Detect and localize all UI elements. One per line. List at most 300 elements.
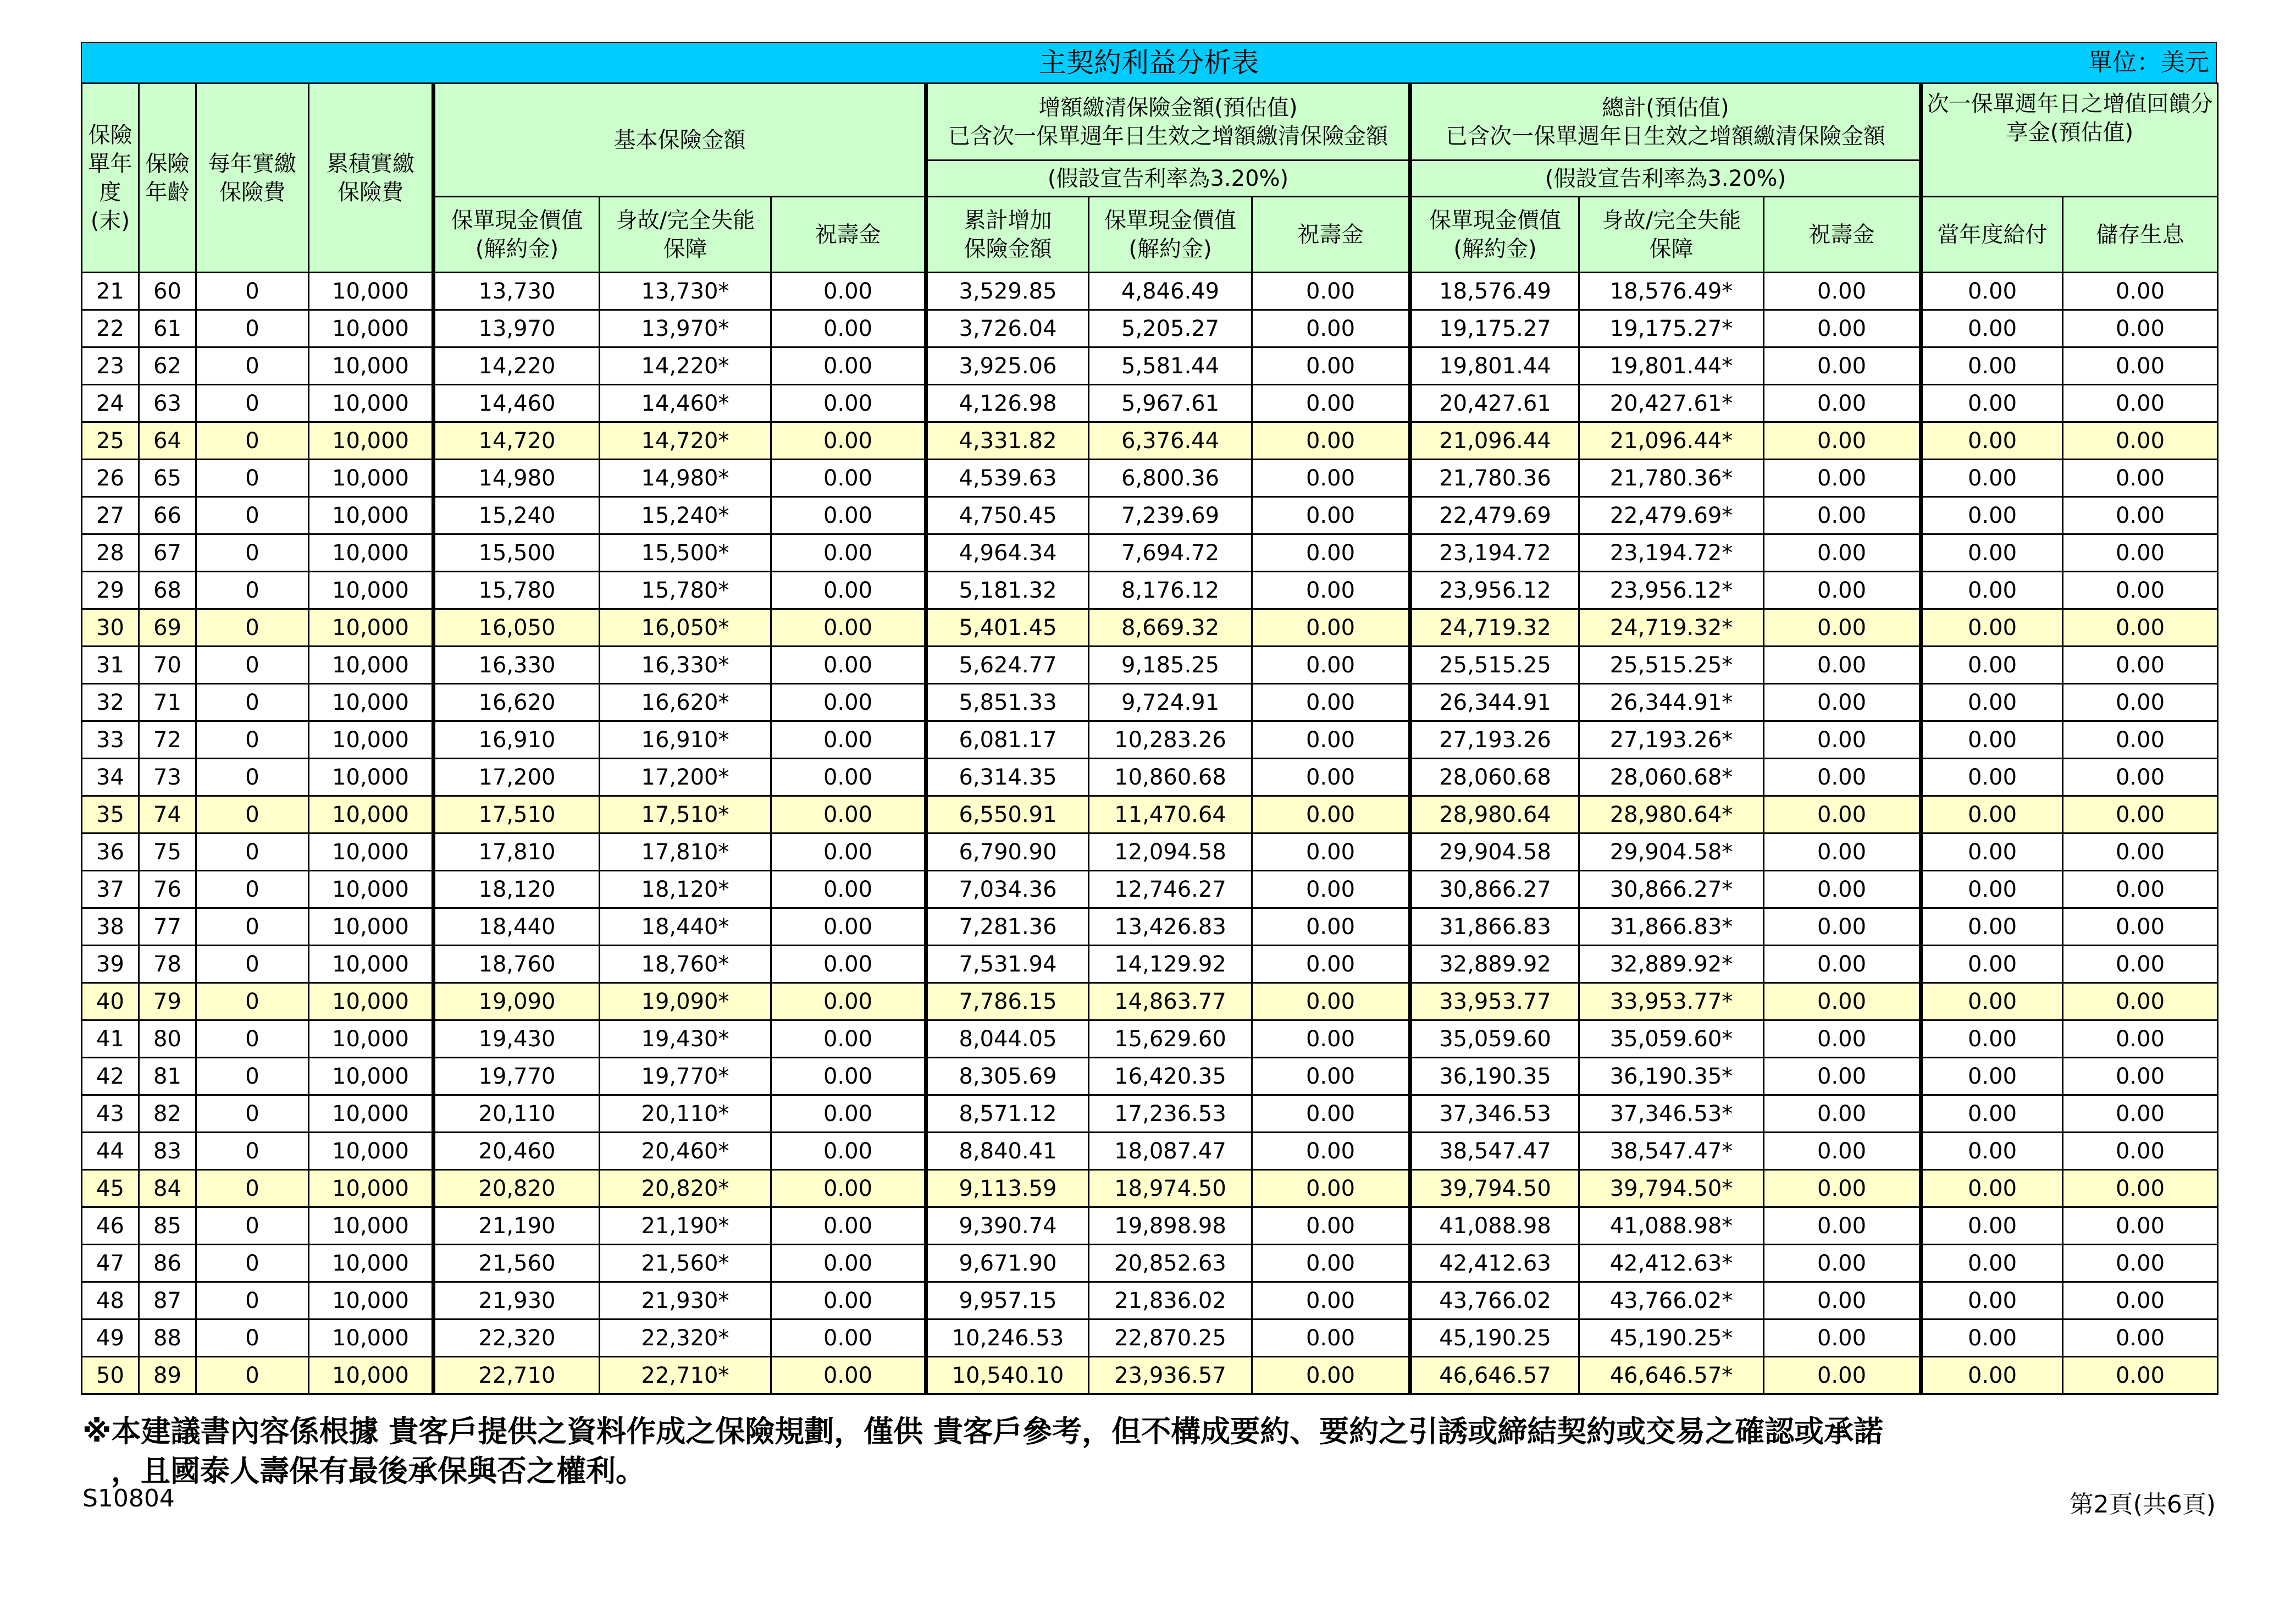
table-cell: 0.00 bbox=[1252, 422, 1410, 460]
table-cell: 0 bbox=[196, 871, 309, 908]
table-cell: 26 bbox=[82, 460, 139, 497]
table-cell: 0.00 bbox=[771, 833, 926, 871]
table-cell: 0.00 bbox=[2063, 908, 2218, 946]
table-cell: 5,851.33 bbox=[926, 684, 1089, 721]
table-cell: 61 bbox=[139, 310, 196, 347]
table-cell: 49 bbox=[82, 1320, 139, 1357]
table-cell: 10,000 bbox=[309, 572, 434, 609]
table-cell: 20,820 bbox=[434, 1170, 600, 1207]
table-cell: 6,081.17 bbox=[926, 721, 1089, 759]
table-cell: 46,646.57 bbox=[1410, 1357, 1579, 1394]
table-cell: 80 bbox=[139, 1020, 196, 1058]
table-cell: 10,000 bbox=[309, 684, 434, 721]
table-row bbox=[82, 534, 2218, 572]
table-cell: 48 bbox=[82, 1282, 139, 1320]
table-cell: 22,479.69* bbox=[1579, 497, 1764, 534]
table-cell: 16,330 bbox=[434, 647, 600, 684]
table-cell: 14,720 bbox=[434, 422, 600, 460]
table-cell: 27,193.26 bbox=[1410, 721, 1579, 759]
table-cell: 7,034.36 bbox=[926, 871, 1089, 908]
table-cell: 79 bbox=[139, 983, 196, 1020]
table-cell: 81 bbox=[139, 1058, 196, 1095]
table-cell: 28,060.68* bbox=[1579, 759, 1764, 796]
table-cell: 0.00 bbox=[2063, 1170, 2218, 1207]
table-cell: 38 bbox=[82, 908, 139, 946]
table-cell: 67 bbox=[139, 534, 196, 572]
table-cell: 41,088.98* bbox=[1579, 1207, 1764, 1245]
table-cell: 45,190.25 bbox=[1410, 1320, 1579, 1357]
table-row bbox=[82, 983, 2218, 1020]
table-cell: 19,770 bbox=[434, 1058, 600, 1095]
table-cell: 0.00 bbox=[1764, 273, 1921, 310]
table-cell: 0.00 bbox=[2063, 310, 2218, 347]
table-cell: 5,181.32 bbox=[926, 572, 1089, 609]
table-cell: 20,852.63 bbox=[1089, 1245, 1252, 1282]
table-cell: 72 bbox=[139, 721, 196, 759]
table-cell: 16,050 bbox=[434, 609, 600, 647]
table-cell: 0.00 bbox=[1764, 721, 1921, 759]
table-cell: 24,719.32 bbox=[1410, 609, 1579, 647]
table-cell: 88 bbox=[139, 1320, 196, 1357]
table-cell: 0.00 bbox=[771, 946, 926, 983]
table-row bbox=[82, 1282, 2218, 1320]
table-cell: 37,346.53* bbox=[1579, 1095, 1764, 1133]
table-cell: 0 bbox=[196, 1058, 309, 1095]
table-cell: 0.00 bbox=[1764, 759, 1921, 796]
table-cell: 22,710* bbox=[600, 1357, 771, 1394]
table-row bbox=[82, 796, 2218, 833]
col-basic-cash-value: 保單現金價值(解約金) bbox=[434, 197, 600, 273]
table-cell: 0.00 bbox=[1921, 721, 2063, 759]
table-cell: 32 bbox=[82, 684, 139, 721]
table-cell: 42,412.63 bbox=[1410, 1245, 1579, 1282]
table-row bbox=[82, 1245, 2218, 1282]
table-cell: 0.00 bbox=[771, 1020, 926, 1058]
table-cell: 75 bbox=[139, 833, 196, 871]
table-cell: 35,059.60* bbox=[1579, 1020, 1764, 1058]
table-cell: 0.00 bbox=[2063, 1320, 2218, 1357]
group-paidup-title: 增額繳清保險金額(預估值) bbox=[1038, 95, 1298, 120]
table-cell: 0.00 bbox=[2063, 1133, 2218, 1170]
table-cell: 0.00 bbox=[1764, 347, 1921, 385]
table-cell: 16,910* bbox=[600, 721, 771, 759]
table-cell: 0.00 bbox=[1252, 946, 1410, 983]
table-cell: 0.00 bbox=[1764, 310, 1921, 347]
table-cell: 0.00 bbox=[1252, 1133, 1410, 1170]
table-row bbox=[82, 1133, 2218, 1170]
table-row bbox=[82, 273, 2218, 310]
table-cell: 14,720* bbox=[600, 422, 771, 460]
table-cell: 4,331.82 bbox=[926, 422, 1089, 460]
table-cell: 78 bbox=[139, 946, 196, 983]
table-cell: 77 bbox=[139, 908, 196, 946]
table-cell: 0.00 bbox=[1764, 871, 1921, 908]
page-number: 第2頁(共6頁) bbox=[2069, 1490, 2216, 1519]
table-cell: 0.00 bbox=[1921, 385, 2063, 422]
table-cell: 18,974.50 bbox=[1089, 1170, 1252, 1207]
table-cell: 0.00 bbox=[1921, 1020, 2063, 1058]
table-cell: 0.00 bbox=[1764, 833, 1921, 871]
table-cell: 0.00 bbox=[1764, 1170, 1921, 1207]
table-cell: 0.00 bbox=[1764, 534, 1921, 572]
table-row bbox=[82, 1357, 2218, 1394]
table-cell: 0.00 bbox=[1252, 647, 1410, 684]
table-cell: 0.00 bbox=[1764, 908, 1921, 946]
table-cell: 0 bbox=[196, 347, 309, 385]
col-dividend-stored: 儲存生息 bbox=[2063, 197, 2218, 273]
table-cell: 21,560 bbox=[434, 1245, 600, 1282]
table-cell: 14,129.92 bbox=[1089, 946, 1252, 983]
table-cell: 0 bbox=[196, 497, 309, 534]
table-cell: 62 bbox=[139, 347, 196, 385]
table-cell: 0.00 bbox=[2063, 946, 2218, 983]
table-row bbox=[82, 310, 2218, 347]
table-cell: 18,120 bbox=[434, 871, 600, 908]
table-cell: 14,460* bbox=[600, 385, 771, 422]
table-cell: 4,964.34 bbox=[926, 534, 1089, 572]
table-cell: 0.00 bbox=[1764, 796, 1921, 833]
table-cell: 15,629.60 bbox=[1089, 1020, 1252, 1058]
table-row bbox=[82, 1207, 2218, 1245]
table-cell: 37,346.53 bbox=[1410, 1095, 1579, 1133]
table-cell: 27,193.26* bbox=[1579, 721, 1764, 759]
table-cell: 0.00 bbox=[1764, 946, 1921, 983]
table-cell: 0.00 bbox=[771, 422, 926, 460]
table-cell: 16,910 bbox=[434, 721, 600, 759]
table-cell: 0.00 bbox=[2063, 983, 2218, 1020]
table-cell: 12,746.27 bbox=[1089, 871, 1252, 908]
col-total-death: 身故/完全失能保障 bbox=[1579, 197, 1764, 273]
table-cell: 8,044.05 bbox=[926, 1020, 1089, 1058]
table-cell: 0.00 bbox=[771, 1133, 926, 1170]
table-cell: 5,205.27 bbox=[1089, 310, 1252, 347]
table-row bbox=[82, 1170, 2218, 1207]
table-cell: 32,889.92* bbox=[1579, 946, 1764, 983]
table-cell: 17,510 bbox=[434, 796, 600, 833]
col-age: 保險年齡 bbox=[139, 84, 196, 273]
table-cell: 10,000 bbox=[309, 1020, 434, 1058]
table-cell: 24 bbox=[82, 385, 139, 422]
table-cell: 0.00 bbox=[1764, 983, 1921, 1020]
table-cell: 0.00 bbox=[1252, 385, 1410, 422]
table-cell: 0 bbox=[196, 534, 309, 572]
table-cell: 14,980* bbox=[600, 460, 771, 497]
table-cell: 19,898.98 bbox=[1089, 1207, 1252, 1245]
table-cell: 36 bbox=[82, 833, 139, 871]
table-cell: 0.00 bbox=[1764, 1245, 1921, 1282]
table-cell: 0 bbox=[196, 1357, 309, 1394]
table-cell: 16,420.35 bbox=[1089, 1058, 1252, 1095]
table-cell: 0.00 bbox=[1921, 1095, 2063, 1133]
table-cell: 36,190.35* bbox=[1579, 1058, 1764, 1095]
table-cell: 8,176.12 bbox=[1089, 572, 1252, 609]
table-cell: 20,427.61* bbox=[1579, 385, 1764, 422]
page-title: 主契約利益分析表 bbox=[1039, 47, 1259, 79]
table-cell: 17,510* bbox=[600, 796, 771, 833]
table-cell: 43,766.02 bbox=[1410, 1282, 1579, 1320]
document-code: S10804 bbox=[82, 1484, 175, 1512]
table-cell: 42,412.63* bbox=[1579, 1245, 1764, 1282]
table-cell: 0.00 bbox=[1921, 1133, 2063, 1170]
col-cumulative-premium: 累積實繳保險費 bbox=[309, 84, 434, 273]
table-cell: 21,930 bbox=[434, 1282, 600, 1320]
table-cell: 9,724.91 bbox=[1089, 684, 1252, 721]
table-cell: 15,500 bbox=[434, 534, 600, 572]
table-cell: 16,620* bbox=[600, 684, 771, 721]
table-cell: 4,846.49 bbox=[1089, 273, 1252, 310]
table-cell: 10,000 bbox=[309, 310, 434, 347]
table-cell: 28 bbox=[82, 534, 139, 572]
table-cell: 73 bbox=[139, 759, 196, 796]
table-row bbox=[82, 422, 2218, 460]
table-cell: 0.00 bbox=[1252, 908, 1410, 946]
table-cell: 0.00 bbox=[771, 385, 926, 422]
table-cell: 0.00 bbox=[2063, 1207, 2218, 1245]
group-total bbox=[1410, 84, 1921, 161]
table-header bbox=[82, 84, 2218, 273]
table-cell: 0.00 bbox=[1921, 1320, 2063, 1357]
table-cell: 46 bbox=[82, 1207, 139, 1245]
table-cell: 0.00 bbox=[1921, 759, 2063, 796]
table-cell: 0.00 bbox=[1921, 871, 2063, 908]
table-row bbox=[82, 833, 2218, 871]
table-cell: 5,624.77 bbox=[926, 647, 1089, 684]
table-cell: 10,000 bbox=[309, 983, 434, 1020]
table-cell: 28,980.64* bbox=[1579, 796, 1764, 833]
table-cell: 22,870.25 bbox=[1089, 1320, 1252, 1357]
table-row bbox=[82, 647, 2218, 684]
table-cell: 0.00 bbox=[771, 497, 926, 534]
table-cell: 19,770* bbox=[600, 1058, 771, 1095]
table-cell: 24,719.32* bbox=[1579, 609, 1764, 647]
table-cell: 3,925.06 bbox=[926, 347, 1089, 385]
table-cell: 0 bbox=[196, 946, 309, 983]
group-basic-amount: 基本保險金額 bbox=[434, 84, 926, 197]
table-cell: 19,801.44* bbox=[1579, 347, 1764, 385]
table-cell: 18,760* bbox=[600, 946, 771, 983]
table-row bbox=[82, 1095, 2218, 1133]
table-cell: 19,090* bbox=[600, 983, 771, 1020]
table-cell: 10,000 bbox=[309, 422, 434, 460]
table-row bbox=[82, 908, 2218, 946]
table-cell: 45 bbox=[82, 1170, 139, 1207]
table-cell: 8,669.32 bbox=[1089, 609, 1252, 647]
table-cell: 32,889.92 bbox=[1410, 946, 1579, 983]
table-cell: 10,000 bbox=[309, 1245, 434, 1282]
table-cell: 4,539.63 bbox=[926, 460, 1089, 497]
table-cell: 0.00 bbox=[1252, 497, 1410, 534]
table-cell: 0.00 bbox=[771, 759, 926, 796]
table-cell: 39 bbox=[82, 946, 139, 983]
table-cell: 23 bbox=[82, 347, 139, 385]
table-cell: 0.00 bbox=[771, 1245, 926, 1282]
table-cell: 18,576.49 bbox=[1410, 273, 1579, 310]
table-cell: 10,000 bbox=[309, 273, 434, 310]
table-cell: 33,953.77 bbox=[1410, 983, 1579, 1020]
group-paidup-subtitle: 已含次一保單週年日生效之增額繳清保險金額 bbox=[948, 123, 1388, 149]
table-cell: 0.00 bbox=[771, 1095, 926, 1133]
table-cell: 20,460* bbox=[600, 1133, 771, 1170]
table-cell: 66 bbox=[139, 497, 196, 534]
table-cell: 83 bbox=[139, 1133, 196, 1170]
table-cell: 5,967.61 bbox=[1089, 385, 1252, 422]
table-cell: 42 bbox=[82, 1058, 139, 1095]
table-cell: 0.00 bbox=[771, 609, 926, 647]
table-cell: 0.00 bbox=[1921, 1207, 2063, 1245]
table-cell: 0.00 bbox=[1921, 684, 2063, 721]
table-cell: 6,800.36 bbox=[1089, 460, 1252, 497]
table-cell: 0.00 bbox=[1764, 1282, 1921, 1320]
table-cell: 0.00 bbox=[1252, 1357, 1410, 1394]
table-cell: 0.00 bbox=[1252, 572, 1410, 609]
table-cell: 0.00 bbox=[1252, 983, 1410, 1020]
table-cell: 0.00 bbox=[1252, 871, 1410, 908]
table-cell: 41 bbox=[82, 1020, 139, 1058]
table-cell: 30,866.27* bbox=[1579, 871, 1764, 908]
table-cell: 14,863.77 bbox=[1089, 983, 1252, 1020]
table-cell: 16,330* bbox=[600, 647, 771, 684]
table-cell: 0.00 bbox=[1252, 273, 1410, 310]
table-cell: 0.00 bbox=[1764, 1133, 1921, 1170]
table-cell: 0.00 bbox=[1764, 1357, 1921, 1394]
table-cell: 0.00 bbox=[1764, 684, 1921, 721]
table-cell: 0.00 bbox=[771, 1058, 926, 1095]
table-cell: 0 bbox=[196, 983, 309, 1020]
table-cell: 0.00 bbox=[1921, 497, 2063, 534]
disclaimer bbox=[82, 1412, 1883, 1491]
table-cell: 33 bbox=[82, 721, 139, 759]
table-cell: 0.00 bbox=[2063, 759, 2218, 796]
table-cell: 86 bbox=[139, 1245, 196, 1282]
table-cell: 0.00 bbox=[1764, 1058, 1921, 1095]
col-policy-year: 保險單年度(末) bbox=[82, 84, 139, 273]
table-cell: 14,220 bbox=[434, 347, 600, 385]
total-rate-note: (假設宣告利率為3.20%) bbox=[1410, 161, 1921, 197]
table-cell: 10,246.53 bbox=[926, 1320, 1089, 1357]
table-cell: 20,110* bbox=[600, 1095, 771, 1133]
table-cell: 71 bbox=[139, 684, 196, 721]
table-cell: 38,547.47* bbox=[1579, 1133, 1764, 1170]
table-cell: 10,000 bbox=[309, 1133, 434, 1170]
table-cell: 14,980 bbox=[434, 460, 600, 497]
table-cell: 0 bbox=[196, 1245, 309, 1282]
table-cell: 0 bbox=[196, 422, 309, 460]
table-cell: 39,794.50* bbox=[1579, 1170, 1764, 1207]
table-cell: 20,110 bbox=[434, 1095, 600, 1133]
table-cell: 10,000 bbox=[309, 534, 434, 572]
col-annual-premium: 每年實繳保險費 bbox=[196, 84, 309, 273]
table-cell: 29,904.58 bbox=[1410, 833, 1579, 871]
table-cell: 8,571.12 bbox=[926, 1095, 1089, 1133]
table-cell: 10,000 bbox=[309, 796, 434, 833]
table-cell: 15,780* bbox=[600, 572, 771, 609]
table-cell: 46,646.57* bbox=[1579, 1357, 1764, 1394]
table-cell: 0.00 bbox=[771, 1320, 926, 1357]
table-cell: 10,000 bbox=[309, 1357, 434, 1394]
table-cell: 22,320 bbox=[434, 1320, 600, 1357]
table-cell: 3,529.85 bbox=[926, 273, 1089, 310]
table-cell: 10,540.10 bbox=[926, 1357, 1089, 1394]
table-cell: 31,866.83 bbox=[1410, 908, 1579, 946]
table-cell: 0.00 bbox=[771, 572, 926, 609]
table-cell: 21,096.44* bbox=[1579, 422, 1764, 460]
table-cell: 19,090 bbox=[434, 983, 600, 1020]
col-total-cash-value: 保單現金價值(解約金) bbox=[1410, 197, 1579, 273]
table-cell: 0.00 bbox=[771, 1282, 926, 1320]
table-cell: 30,866.27 bbox=[1410, 871, 1579, 908]
table-cell: 10,000 bbox=[309, 1058, 434, 1095]
table-cell: 0.00 bbox=[1921, 609, 2063, 647]
table-cell: 5,581.44 bbox=[1089, 347, 1252, 385]
table-cell: 18,440* bbox=[600, 908, 771, 946]
table-cell: 5,401.45 bbox=[926, 609, 1089, 647]
table-cell: 0.00 bbox=[2063, 273, 2218, 310]
table-cell: 0.00 bbox=[1252, 684, 1410, 721]
table-cell: 0 bbox=[196, 460, 309, 497]
table-cell: 19,801.44 bbox=[1410, 347, 1579, 385]
table-cell: 8,840.41 bbox=[926, 1133, 1089, 1170]
table-cell: 0.00 bbox=[1252, 1282, 1410, 1320]
table-cell: 30 bbox=[82, 609, 139, 647]
table-row bbox=[82, 946, 2218, 983]
table-cell: 10,000 bbox=[309, 1170, 434, 1207]
table-cell: 7,786.15 bbox=[926, 983, 1089, 1020]
table-cell: 23,194.72* bbox=[1579, 534, 1764, 572]
table-row bbox=[82, 1320, 2218, 1357]
table-cell: 0 bbox=[196, 1207, 309, 1245]
table-cell: 74 bbox=[139, 796, 196, 833]
table-cell: 15,780 bbox=[434, 572, 600, 609]
col-basic-death: 身故/完全失能保障 bbox=[600, 197, 771, 273]
table-cell: 22,320* bbox=[600, 1320, 771, 1357]
table-cell: 13,730 bbox=[434, 273, 600, 310]
table-cell: 34 bbox=[82, 759, 139, 796]
table-cell: 89 bbox=[139, 1357, 196, 1394]
paidup-rate-note: (假設宣告利率為3.20%) bbox=[926, 161, 1410, 197]
table-cell: 0.00 bbox=[2063, 1245, 2218, 1282]
table-cell: 0 bbox=[196, 647, 309, 684]
table-cell: 10,000 bbox=[309, 497, 434, 534]
table-cell: 0.00 bbox=[1252, 1170, 1410, 1207]
table-cell: 0.00 bbox=[1252, 1095, 1410, 1133]
table-cell: 10,283.26 bbox=[1089, 721, 1252, 759]
table-cell: 0.00 bbox=[1921, 983, 2063, 1020]
table-cell: 21,190 bbox=[434, 1207, 600, 1245]
table-cell: 69 bbox=[139, 609, 196, 647]
table-cell: 0.00 bbox=[771, 273, 926, 310]
table-cell: 64 bbox=[139, 422, 196, 460]
table-cell: 0 bbox=[196, 1133, 309, 1170]
table-cell: 0.00 bbox=[1252, 460, 1410, 497]
table-cell: 0.00 bbox=[1921, 908, 2063, 946]
table-cell: 9,113.59 bbox=[926, 1170, 1089, 1207]
table-cell: 17,810 bbox=[434, 833, 600, 871]
table-cell: 0.00 bbox=[1921, 1282, 2063, 1320]
table-cell: 0.00 bbox=[1921, 422, 2063, 460]
unit-label: 單位：美元 bbox=[2088, 48, 2209, 76]
table-cell: 0.00 bbox=[1921, 534, 2063, 572]
table-cell: 0.00 bbox=[1764, 1207, 1921, 1245]
table-cell: 45,190.25* bbox=[1579, 1320, 1764, 1357]
table-cell: 0.00 bbox=[2063, 497, 2218, 534]
table-cell: 10,000 bbox=[309, 347, 434, 385]
table-cell: 0.00 bbox=[1764, 460, 1921, 497]
table-cell: 9,185.25 bbox=[1089, 647, 1252, 684]
benefit-table bbox=[81, 82, 2218, 1395]
table-cell: 6,790.90 bbox=[926, 833, 1089, 871]
table-row bbox=[82, 385, 2218, 422]
table-cell: 10,000 bbox=[309, 1282, 434, 1320]
